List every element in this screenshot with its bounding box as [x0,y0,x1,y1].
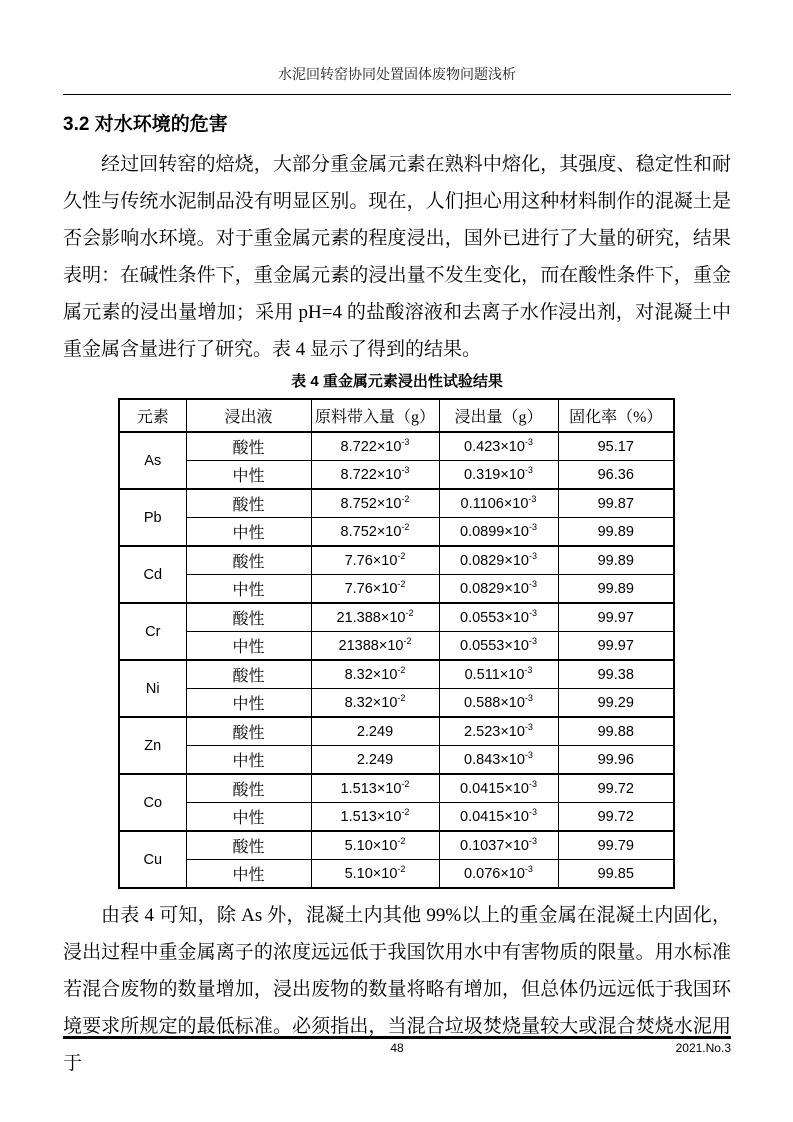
footer-rule [63,1036,731,1039]
leach-amount-cell: $0.0415\times 10^{-3}$ [439,803,558,832]
input-amount-cell: $8.32\times 10^{-2}$ [311,689,439,718]
table-row [119,632,674,661]
input-amount-cell: $7.76\times 10^{-2}$ [311,546,439,575]
table-row [119,860,674,889]
exponent: -3 [524,721,533,732]
exponent: -2 [401,493,410,504]
section-heading: 3.2 对水环境的危害 [63,114,228,135]
page-number: 48 [390,1041,404,1055]
exponent: -2 [397,835,406,846]
exponent: -2 [397,863,406,874]
element-cell: Cd [119,546,186,603]
solidification-rate-cell: 95.17 [558,432,674,461]
exponent: -2 [401,806,410,817]
solidification-rate-cell: 99.79 [558,831,674,860]
element-cell: Co [119,774,186,831]
leachant-cell: 酸性 [186,831,311,860]
footer-row [63,1041,731,1061]
table-header-cell: 元素 [119,399,186,432]
input-amount-cell: $5.10\times 10^{-2}$ [311,831,439,860]
solidification-rate-cell: 99.72 [558,774,674,803]
exponent: -3 [528,835,537,846]
input-amount-cell: $8.32\times 10^{-2}$ [311,660,439,689]
leachant-cell: 中性 [186,689,311,718]
solidification-rate-cell: 99.97 [558,603,674,632]
exponent: -3 [524,436,533,447]
leachant-cell: 中性 [186,575,311,604]
table-row [119,717,674,746]
table-header-cell: 原料带入量（g） [311,399,439,432]
exponent: -2 [403,635,412,646]
leachant-cell: 中性 [186,461,311,490]
leach-amount-cell: $0.511\times 10^{-3}$ [439,660,558,689]
table-row [119,489,674,518]
table-row [119,432,674,461]
exponent: -3 [528,806,537,817]
table-caption: 表 4 重金属元素浸出性试验结果 [291,373,503,390]
input-amount-cell: $21.388\times 10^{-2}$ [311,603,439,632]
leach-amount-cell: $0.319\times 10^{-3}$ [439,461,558,490]
exponent: -3 [524,464,533,475]
exponent: -3 [528,635,537,646]
exponent: -3 [528,778,537,789]
input-amount-cell: $5.10\times 10^{-2}$ [311,860,439,889]
table-row [119,461,674,490]
table-row [119,831,674,860]
leach-amount-cell: $0.1037\times 10^{-3}$ [439,831,558,860]
exponent: -3 [524,749,533,760]
solidification-rate-cell: 99.72 [558,803,674,832]
solidification-rate-cell: 99.89 [558,518,674,547]
leach-amount-cell: $2.523\times 10^{-3}$ [439,717,558,746]
input-amount-cell: $1.513\times 10^{-2}$ [311,803,439,832]
leachant-cell: 酸性 [186,432,311,461]
issue-label: 2021.No.3 [675,1041,731,1055]
table-header-row [119,399,674,432]
input-amount-cell: $7.76\times 10^{-2}$ [311,575,439,604]
exponent: -3 [401,436,410,447]
leachant-cell: 酸性 [186,489,311,518]
solidification-rate-cell: 99.38 [558,660,674,689]
leachant-cell: 酸性 [186,546,311,575]
solidification-rate-cell: 99.88 [558,717,674,746]
leachant-cell: 中性 [186,746,311,775]
solidification-rate-cell: 96.36 [558,461,674,490]
input-amount-cell: 2.249 [311,717,439,746]
exponent: -2 [405,607,414,618]
leach-amount-cell: $0.0553\times 10^{-3}$ [439,603,558,632]
element-cell: As [119,432,186,489]
table-row [119,746,674,775]
input-amount-cell: $8.752\times 10^{-2}$ [311,518,439,547]
element-cell: Pb [119,489,186,546]
paragraph-1: 经过回转窑的焙烧，大部分重金属元素在熟料中熔化，其强度、稳定性和耐久性与传统水泥制品没有明显区别。现在，人们担心用这种材料制作的混凝土是否会影响水环境。对于重金属元素的程度浸出，国外已进行了大量的研究，结果表明：在碱性条件下，重金属元素的浸出量不发生变化，而在酸性条件下，重金属元素的浸出量增加；采用 pH=4 的盐酸溶液和去离子水作浸出剂，对混凝土中重金属含量进行了研究。表 4 显示了得到的结果。 [63,154,731,360]
leachant-cell: 酸性 [186,603,311,632]
table-row [119,518,674,547]
input-amount-cell: $8.752\times 10^{-2}$ [311,489,439,518]
table-header-cell: 浸出量（g） [439,399,558,432]
element-cell: Zn [119,717,186,774]
header-rule [63,94,731,95]
table-row [119,546,674,575]
exponent: -2 [401,521,410,532]
table-header-cell: 浸出液 [186,399,311,432]
paragraph-2: 由表 4 可知，除 As 外，混凝土内其他 99%以上的重金属在混凝土内固化，浸出过程中重金属离子的浓度远远低于我国饮用水中有害物质的限量。用水标准若混合废物的数量增加，浸出废物的数量将略有增加，但总体仍远远低于我国环境要求所规定的最低标准。必须指出，当混合垃圾焚烧量较大或混合焚烧水泥用于 [63,905,731,1074]
solidification-rate-cell: 99.89 [558,546,674,575]
table-row [119,774,674,803]
leach-amount-cell: $0.0553\times 10^{-3}$ [439,632,558,661]
leach-amount-cell: $0.0829\times 10^{-3}$ [439,575,558,604]
exponent: -3 [528,578,537,589]
solidification-rate-cell: 99.97 [558,632,674,661]
table-header-cell: 固化率（%） [558,399,674,432]
solidification-rate-cell: 99.87 [558,489,674,518]
exponent: -3 [528,550,537,561]
input-amount-cell: $21388\times 10^{-2}$ [311,632,439,661]
exponent: -3 [524,692,533,703]
leachant-cell: 酸性 [186,717,311,746]
input-amount-cell: $8.722\times 10^{-3}$ [311,461,439,490]
leachant-cell: 中性 [186,632,311,661]
solidification-rate-cell: 99.29 [558,689,674,718]
leach-amount-cell: $0.423\times 10^{-3}$ [439,432,558,461]
exponent: -2 [397,664,406,675]
leachant-cell: 中性 [186,803,311,832]
table-row [119,689,674,718]
exponent: -3 [528,607,537,618]
table-row [119,803,674,832]
leach-amount-cell: $0.843\times 10^{-3}$ [439,746,558,775]
element-cell: Ni [119,660,186,717]
exponent: -2 [397,550,406,561]
leach-amount-cell: $0.1106\times 10^{-3}$ [439,489,558,518]
exponent: -3 [528,493,537,504]
exponent: -3 [524,664,533,675]
leach-amount-cell: $0.588\times 10^{-3}$ [439,689,558,718]
exponent: -3 [401,464,410,475]
running-header-title: 水泥回转窑协同处置固体废物问题浅析 [278,68,516,83]
table-row [119,660,674,689]
leachant-cell: 中性 [186,518,311,547]
leachant-cell: 酸性 [186,660,311,689]
input-amount-cell: $1.513\times 10^{-2}$ [311,774,439,803]
solidification-rate-cell: 99.89 [558,575,674,604]
leachant-cell: 酸性 [186,774,311,803]
table-row [119,575,674,604]
input-amount-cell: $8.722\times 10^{-3}$ [311,432,439,461]
exponent: -3 [528,521,537,532]
leachant-cell: 中性 [186,860,311,889]
page-footer [63,1036,731,1061]
leach-amount-cell: $0.0899\times 10^{-3}$ [439,518,558,547]
leach-amount-cell: $0.0415\times 10^{-3}$ [439,774,558,803]
leach-amount-cell: $0.0829\times 10^{-3}$ [439,546,558,575]
leaching-results-table [118,398,675,889]
input-amount-cell: 2.249 [311,746,439,775]
exponent: -2 [401,778,410,789]
leach-amount-cell: $0.076\times 10^{-3}$ [439,860,558,889]
solidification-rate-cell: 99.85 [558,860,674,889]
exponent: -2 [397,692,406,703]
exponent: -2 [397,578,406,589]
exponent: -3 [524,863,533,874]
element-cell: Cu [119,831,186,888]
solidification-rate-cell: 99.96 [558,746,674,775]
table-row [119,603,674,632]
element-cell: Cr [119,603,186,660]
